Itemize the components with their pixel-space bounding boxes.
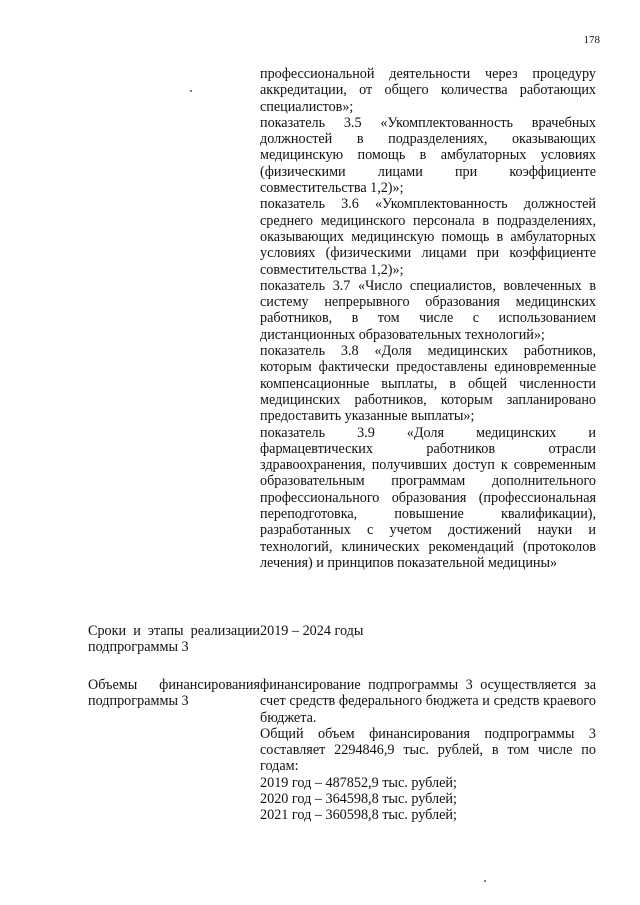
scan-speck (484, 880, 486, 882)
funding-value (260, 677, 596, 824)
funding-year-line: 2021 год – 360598,8 тыс. рублей; (260, 807, 457, 824)
funding-source-paragraph: финансирование подпрограммы 3 осуществляется за счет средств федерального бюджета и средств краевого бюджета. (260, 677, 596, 726)
indicator-paragraph: показатель 3.7 «Число специалистов, вовлеченных в систему непрерывного образования медицинских работников, в том числе с использованием дистанционных образовательных технологий»; (260, 277, 596, 343)
indicators-list (260, 66, 596, 571)
terms-value (260, 623, 596, 639)
funding-year-line: 2020 год – 364598,8 тыс. рублей; (260, 791, 457, 808)
indicator-paragraph: профессиональной деятельности через процедуру аккредитации, от общего количества работающих специалистов»; (260, 66, 596, 115)
indicator-paragraph: показатель 3.6 «Укомплектованность должностей среднего медицинского персонала в подразделениях, оказывающих медицинскую помощь в амбулаторных условиях (физическими лицами при коэффициенте совместительства 1,2)»; (260, 196, 596, 278)
terms-years: 2019 – 2024 годы (260, 623, 364, 639)
funding-total-paragraph: Общий объем финансирования подпрограммы 3 составляет 2294846,9 тыс. рублей, в том числе по годам: (260, 725, 596, 775)
funding-label: Объемы финансирования подпрограммы 3 (88, 677, 260, 710)
indicator-paragraph: показатель 3.8 «Доля медицинских работников, которым фактически предоставлены единовременные компенсационные выплаты, в общей численности медицинских работников, которым запланировано предоставить указанные выплаты»; (260, 343, 596, 425)
terms-label: Сроки и этапы реализации подпрограммы 3 (88, 623, 260, 656)
indicator-paragraph: показатель 3.5 «Укомплектованность врачебных должностей в подразделениях, оказывающих медицинскую помощь в амбулаторных условиях (физическими лицами при коэффициенте совместительства 1,2)»; (260, 114, 596, 197)
funding-year-line: 2019 год – 487852,9 тыс. рублей; (260, 774, 457, 791)
indicator-paragraph: показатель 3.9 «Доля медицинских и фармацевтических работников отрасли здравоохранения, получивших доступ к современным образовательным программам дополнительного профессионального образования (профессиональная переподготовка, повышение квалификации), разработанных с учетом достижений науки и технологий, клинических рекомендаций (протоколов лечения) и принципов показательной медицины» (260, 424, 596, 571)
scan-speck (190, 90, 192, 92)
page-number: 178 (583, 34, 600, 46)
